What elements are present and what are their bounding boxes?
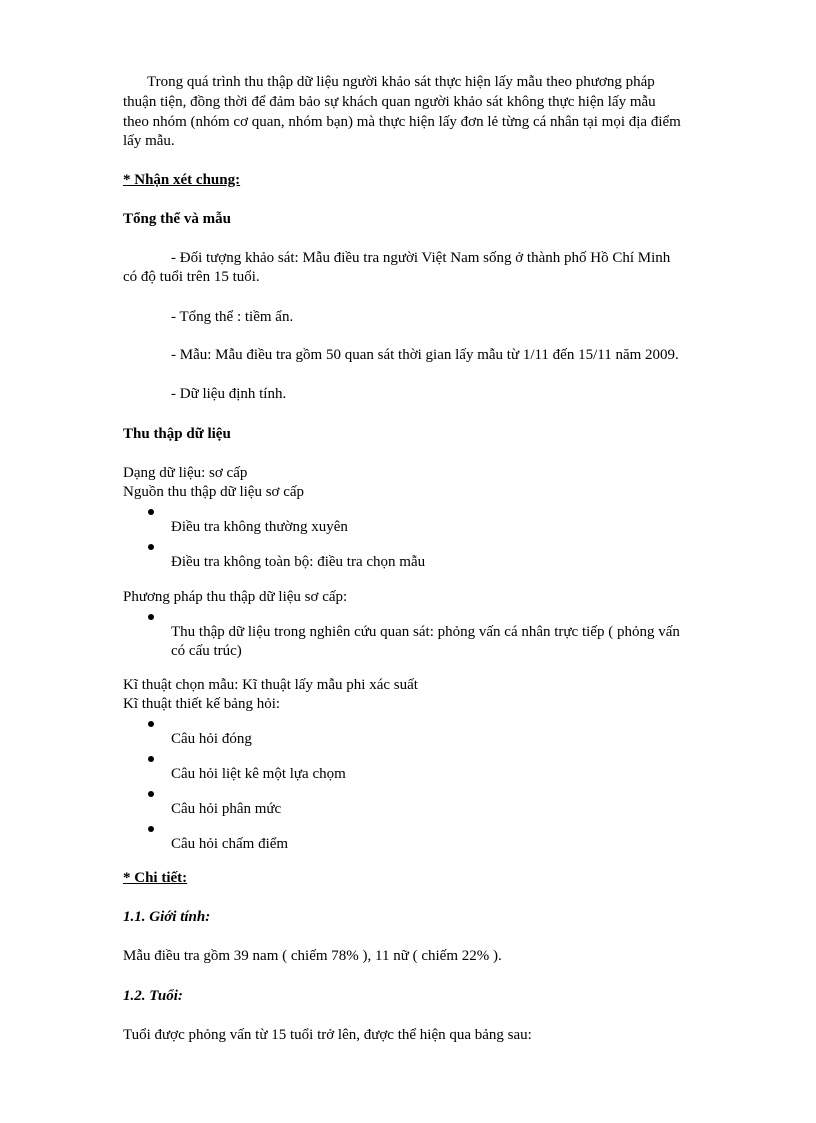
bullet-icon xyxy=(148,756,154,762)
collection-heading: Thu thập dữ liệu xyxy=(123,426,231,442)
general-heading: * Nhận xét chung: xyxy=(123,172,241,188)
data-form-text: Dạng dữ liệu: sơ cấp xyxy=(123,465,248,481)
population-text: - Tổng thể : tiềm ẩn. xyxy=(171,309,294,325)
method-item-line-2: có cấu trúc) xyxy=(171,643,242,659)
data-type-text: - Dữ liệu định tính. xyxy=(171,386,287,402)
intro-line-3: theo nhóm (nhóm cơ quan, nhóm bạn) mà thực hiện lấy đơn lẻ từng cá nhân tại mọi địa điểm xyxy=(123,114,681,130)
bullet-icon xyxy=(148,721,154,727)
method-text: Phương pháp thu thập dữ liệu sơ cấp: xyxy=(123,589,348,605)
sampling-text: Kĩ thuật chọn mẫu: Kĩ thuật lấy mẫu phi xác suất xyxy=(123,677,418,693)
subject-line-1: - Đối tượng khảo sát: Mẫu điều tra người Việt Nam sống ở thành phố Hồ Chí Minh xyxy=(171,250,671,266)
questionnaire-item-1: Câu hỏi đóng xyxy=(171,731,252,747)
gender-heading: 1.1. Giới tính: xyxy=(123,909,211,925)
age-text: Tuổi được phỏng vấn từ 15 tuổi trở lên, được thể hiện qua bảng sau: xyxy=(123,1027,532,1043)
bullet-icon xyxy=(148,509,154,515)
age-heading: 1.2. Tuổi: xyxy=(123,988,183,1004)
questionnaire-item-2: Câu hỏi liệt kê một lựa chọm xyxy=(171,766,346,782)
gender-text: Mẫu điều tra gồm 39 nam ( chiếm 78% ), 11 nữ ( chiếm 22% ). xyxy=(123,948,502,964)
bullet-icon xyxy=(148,614,154,620)
intro-line-4: lấy mẫu. xyxy=(123,133,175,149)
sample-text: - Mẫu: Mẫu điều tra gồm 50 quan sát thời gian lấy mẫu từ 1/11 đến 15/11 năm 2009. xyxy=(171,347,679,363)
population-heading: Tổng thể và mẫu xyxy=(123,211,231,227)
intro-line-1: Trong quá trình thu thập dữ liệu người khảo sát thực hiện lấy mẫu theo phương pháp xyxy=(147,74,655,90)
source-item-1: Điều tra không thường xuyên xyxy=(171,519,348,535)
method-item-line-1: Thu thập dữ liệu trong nghiên cứu quan sát: phỏng vấn cá nhân trực tiếp ( phỏng vấn xyxy=(171,624,680,640)
bullet-icon xyxy=(148,791,154,797)
bullet-icon xyxy=(148,544,154,550)
questionnaire-item-4: Câu hỏi chấm điểm xyxy=(171,836,289,852)
bullet-icon xyxy=(148,826,154,832)
questionnaire-text: Kĩ thuật thiết kế bảng hỏi: xyxy=(123,696,281,712)
subject-line-2: có độ tuổi trên 15 tuổi. xyxy=(123,269,260,285)
source-item-2: Điều tra không toàn bộ: điều tra chọn mẫu xyxy=(171,554,426,570)
detail-heading: * Chi tiết: xyxy=(123,870,188,886)
intro-line-2: thuận tiện, đồng thời để đảm bảo sự khách quan người khảo sát không thực hiện lấy mẫu xyxy=(123,94,656,110)
questionnaire-item-3: Câu hỏi phân mức xyxy=(171,801,282,817)
source-text: Nguồn thu thập dữ liệu sơ cấp xyxy=(123,484,305,500)
